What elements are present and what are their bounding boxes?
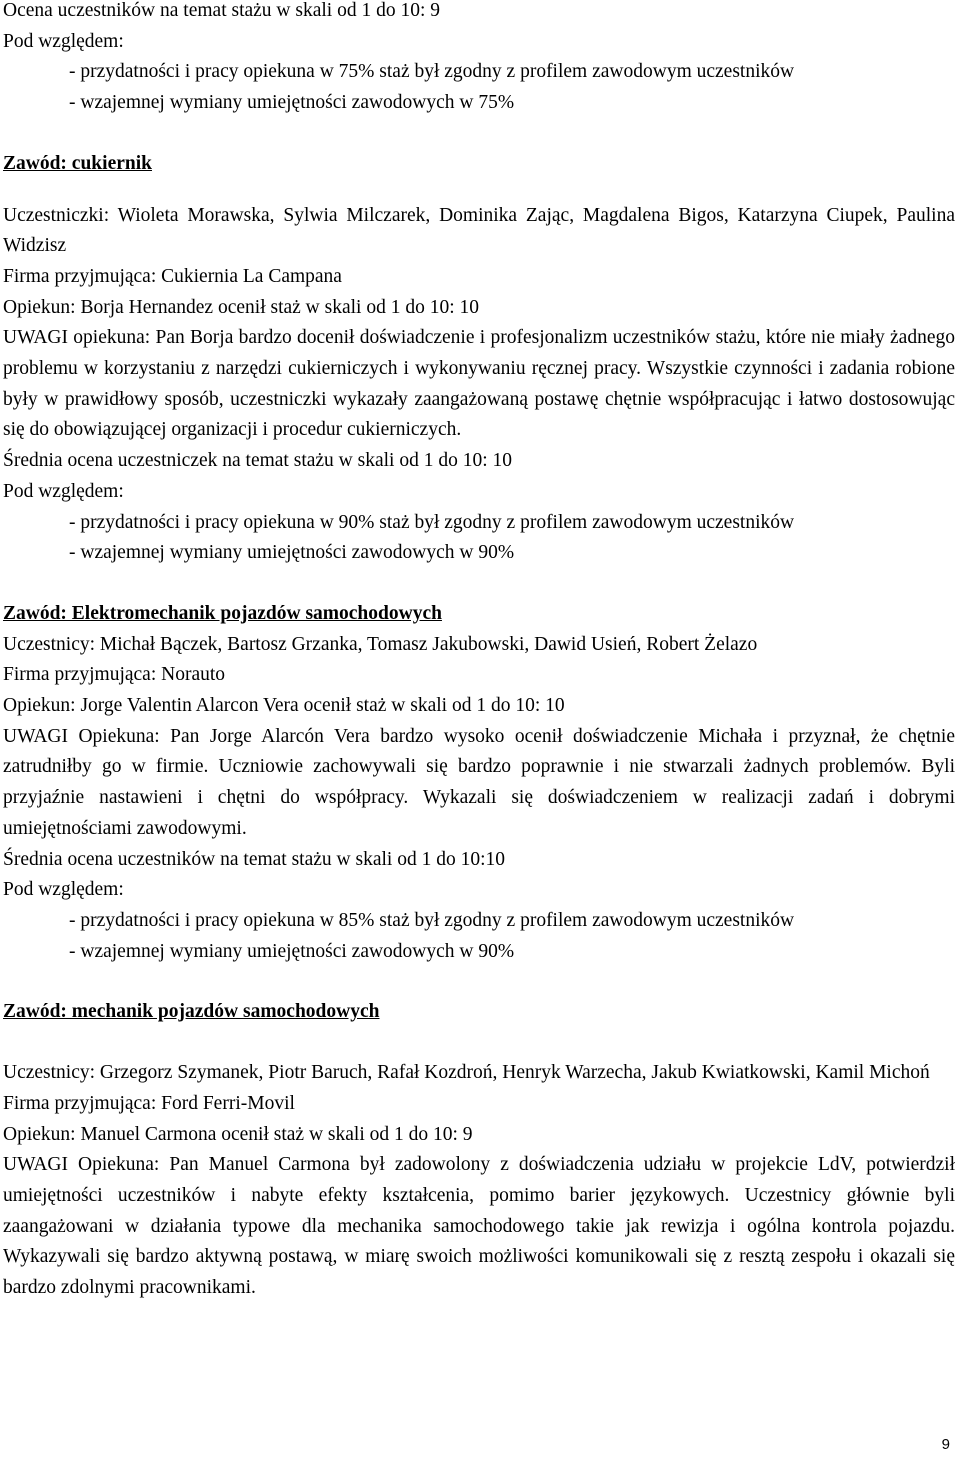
mentor-remarks: UWAGI Opiekuna: Pan Manuel Carmona był zadowolony z doświadczenia udziału w projekcie LdV, potwierdził umiejętności uczestników i nabyte efekty kształcenia, pomimo barier językowych. Uczestnicy głównie byli zaangażowani w działania typowe dla mechanika samochodowego takie jak rewizja i ogólna kontrola pojazdu. Wykazywali się bardzo aktywną postawą, w miarę swoich możliwości komunikowali się z resztą zespołu i okazali się bardzo zdolnymi pracownikami. bbox=[3, 1154, 955, 1299]
intro-rating: Ocena uczestników na temat stażu w skali od 1 do 10: 9 bbox=[3, 0, 441, 21]
mentor-rating: Opiekun: Manuel Carmona ocenił staż w skali od 1 do 10: 9 bbox=[3, 1123, 473, 1145]
spacer bbox=[3, 569, 955, 599]
participants: Uczestnicy: Michał Bączek, Bartosz Grzanka, Tomasz Jakubowski, Dawid Usień, Robert Żelazo bbox=[3, 633, 758, 655]
section-heading-elektromechanik: Zawód: Elektromechanik pojazdów samochodowych bbox=[3, 602, 442, 624]
spacer bbox=[3, 1028, 955, 1058]
average-rating: Średnia ocena uczestników na temat stażu w skali od 1 do 10:10 bbox=[3, 848, 505, 870]
spacer bbox=[3, 119, 955, 149]
average-rating: Średnia ocena uczestniczek na temat stażu w skali od 1 do 10: 10 bbox=[3, 450, 512, 472]
section-cukiernik bbox=[3, 149, 955, 569]
section-heading-mechanik: Zawód: mechanik pojazdów samochodowych bbox=[3, 1001, 380, 1023]
intro-criterion-2: - wzajemnej wymiany umiejętności zawodowych w 75% bbox=[69, 92, 515, 114]
intro-criterion-1: - przydatności i pracy opiekuna w 75% staż był zgodny z profilem zawodowym uczestników bbox=[69, 61, 795, 83]
intro-criteria-label: Pod względem: bbox=[3, 30, 124, 52]
spacer bbox=[3, 180, 955, 201]
criterion-1: - przydatności i pracy opiekuna w 85% staż był zgodny z profilem zawodowym uczestników bbox=[69, 909, 795, 931]
mentor-rating: Opiekun: Jorge Valentin Alarcon Vera ocenił staż w skali od 1 do 10: 10 bbox=[3, 695, 565, 717]
document-page bbox=[3, 0, 955, 1304]
mentor-rating: Opiekun: Borja Hernandez ocenił staż w skali od 1 do 10: 10 bbox=[3, 296, 480, 318]
host-company: Firma przyjmująca: Cukiernia La Campana bbox=[3, 265, 342, 287]
criterion-1: - przydatności i pracy opiekuna w 90% staż był zgodny z profilem zawodowym uczestników bbox=[69, 511, 795, 533]
participants: Uczestniczki: Wioleta Morawska, Sylwia Milczarek, Dominika Zając, Magdalena Bigos, Katarzyna Ciupek, Paulina Widzisz bbox=[3, 204, 955, 257]
intro-section bbox=[3, 0, 955, 119]
criteria-label: Pod względem: bbox=[3, 480, 124, 502]
page-number: 9 bbox=[941, 1436, 950, 1453]
section-mechanik bbox=[3, 997, 955, 1303]
mentor-remarks: UWAGI opiekuna: Pan Borja bardzo docenił doświadczenie i profesjonalizm uczestników stażu, które nie miały żadnego problemu w korzystaniu z narzędzi cukierniczych i wykonywaniu ręcznej pracy. Wszystkie czynności i zadania robione były w prawidłowy sposób, uczestniczki wykazały zaangażowaną postawę chętnie współpracując i łatwo dostosowując się do obowiązującej organizacji i procedur cukierniczych. bbox=[3, 327, 955, 441]
participants: Uczestnicy: Grzegorz Szymanek, Piotr Baruch, Rafał Kozdroń, Henryk Warzecha, Jakub Kwiatkowski, Kamil Michoń bbox=[3, 1062, 930, 1084]
host-company: Firma przyjmująca: Ford Ferri-Movil bbox=[3, 1092, 295, 1114]
spacer bbox=[3, 967, 955, 997]
criteria-label: Pod względem: bbox=[3, 879, 124, 901]
section-elektromechanik bbox=[3, 599, 955, 967]
criterion-2: - wzajemnej wymiany umiejętności zawodowych w 90% bbox=[69, 542, 515, 564]
criterion-2: - wzajemnej wymiany umiejętności zawodowych w 90% bbox=[69, 940, 515, 962]
host-company: Firma przyjmująca: Norauto bbox=[3, 664, 226, 686]
mentor-remarks: UWAGI Opiekuna: Pan Jorge Alarcón Vera bardzo wysoko ocenił doświadczenie Michała i przyznał, że chętnie zatrudniłby go w firmie. Uczniowie zachowywali się bardzo poprawnie i nie stwarzali żadnych problemów. Byli przyjaźnie nastawieni i chętni do współpracy. Wykazali się doświadczeniem w realizacji zadań i dobrymi umiejętnościami zawodowymi. bbox=[3, 725, 955, 839]
section-heading-cukiernik: Zawód: cukiernik bbox=[3, 152, 152, 174]
